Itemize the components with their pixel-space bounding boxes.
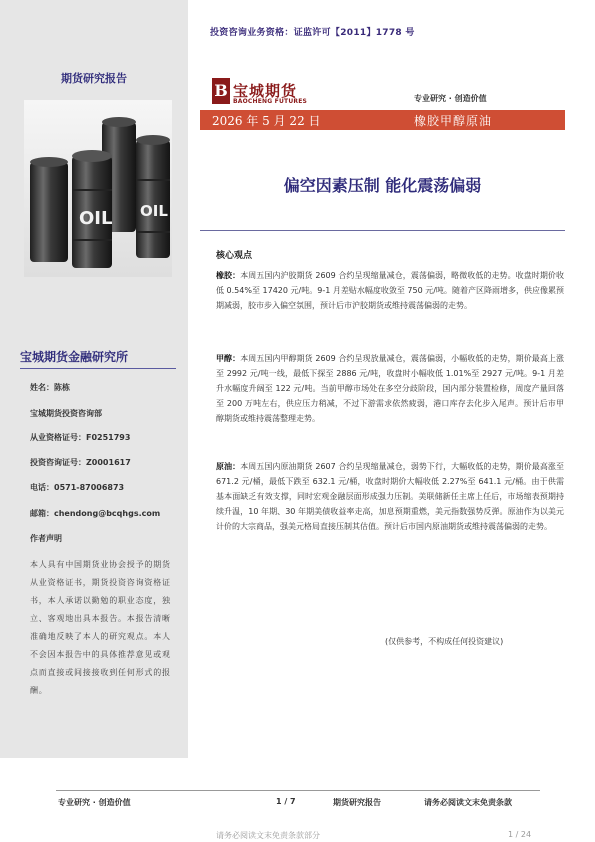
company-logo-mark: B (212, 78, 230, 104)
reference-note: (仅供参考，不构成任何投资建议) (385, 637, 504, 646)
company-logo-text: 宝城期货 (233, 82, 298, 100)
barrel-oil-text: OIL (79, 208, 113, 229)
report-headline: 偏空因素压制 能化震荡偏弱 (283, 176, 482, 195)
faint-disclaimer: 请务必阅读文末免责条款部分 (216, 831, 320, 840)
report-type-label: 期货研究报告 (61, 72, 127, 85)
report-date: 2026 年 5 月 22 日 (212, 114, 321, 128)
phone-number: 电话：0571-87006873 (30, 483, 125, 492)
author-statement: 本人具有中国期货业协会授予的期货从业资格证书，期货投资咨询资格证书，本人承诺以勤勉的职业态度，独立、客观地出具本报告。本报告清晰准确地反映了本人的研究观点。本人不会因本报告中的具体推荐意见或观点而直接或间接接收到任何形式的报酬。 (30, 560, 171, 695)
consulting-cert-number: 投资咨询证号：Z0001617 (30, 458, 131, 467)
statement-title: 作者声明 (30, 534, 62, 543)
footer-divider (56, 790, 540, 791)
headline-divider (200, 230, 565, 231)
barrel-oil-text-2: OIL (140, 202, 168, 220)
institute-name: 宝城期货金融研究所 (20, 350, 129, 364)
section-title: 核心观点 (216, 251, 253, 261)
report-category: 橡胶甲醇原油 (414, 114, 493, 128)
oil-barrels-photo (24, 100, 172, 277)
paragraph-body: 本周五国内原油期货 2607 合约呈现缩量减仓，弱势下行，大幅收低的走势，期价最高涨至 671.2 元/桶，最低下跌至 632.1 元/桶，收盘时期价大幅收低 2.27%至 641.1 元/桶。由于供需基本面缺乏有效支撑，同时宏观金融层面形成强力压制。美联储新任主席上任后，市场缩表预期持续升温，10 年期、30 年期美债收益率走高，加息预期重燃，美元指数强势反弹。原油作为以美元计价的大宗商品，强美元格局直接压制其估值。预计后市国内原油期货或维持震荡偏弱的走势。 (216, 462, 564, 531)
footer-report-type: 期货研究报告 (333, 798, 381, 807)
header-slogan: 专业研究 · 创造价值 (414, 94, 487, 103)
paragraph-body: 本周五国内沪胶期货 2609 合约呈现缩量减仓，震荡偏弱，略微收低的走势。收盘时期价收低 0.54%至 17420 元/吨。9-1 月差贴水幅度收敛至 750 元/吨。随着产区降雨增多，供应像累预期减弱，胶市步入偏空氛围，预计后市沪胶期货或维持震荡偏弱的走势。 (216, 271, 564, 310)
paragraph-lead: 橡胶： (216, 271, 241, 280)
faint-page-number: 1 / 24 (508, 830, 532, 839)
oil-barrels-illustration (24, 100, 172, 277)
footer-slogan: 专业研究 · 创造价值 (58, 798, 131, 807)
qualification-number: 从业资格证号：F0251793 (30, 433, 131, 442)
company-logo-english: BAOCHENG FUTURES (233, 98, 308, 105)
footer-disclaimer: 请务必阅读文末免责条款 (424, 798, 512, 807)
paragraph-lead: 甲醇： (216, 354, 241, 363)
analyst-name: 姓名：陈栋 (30, 383, 70, 392)
paragraph-methanol (216, 351, 564, 426)
email-address: 邮箱：chendong@bcqhgs.com (30, 509, 161, 518)
paragraph-rubber (216, 268, 564, 313)
paragraph-body: 本周五国内甲醇期货 2609 合约呈现放量减仓，震荡偏弱，小幅收低的走势，期价最高上涨至 2992 元/吨一线，最低下探至 2886 元/吨，收盘时小幅收低 1.01%至 2927 元/吨。9-1 月差升水幅度升阔至 122 元/吨。当前甲醇市场处在多空分歧阶段，国内部分装置检修，周度产量回落至 200 万吨左右，供应压力稍减，不过下游需求依然疲弱，港口库存去化步入尾声。预计后市甲醇期货或维持震荡整理走势。 (216, 354, 564, 423)
footer-page-number: 1 / 7 (276, 797, 296, 806)
paragraph-lead: 原油： (216, 462, 241, 471)
credential-line: 投资咨询业务资格：证监许可【2011】1778 号 (210, 28, 415, 38)
sidebar-divider (20, 368, 176, 369)
department: 宝城期货投资咨询部 (30, 409, 102, 418)
paragraph-crude-oil (216, 459, 564, 534)
